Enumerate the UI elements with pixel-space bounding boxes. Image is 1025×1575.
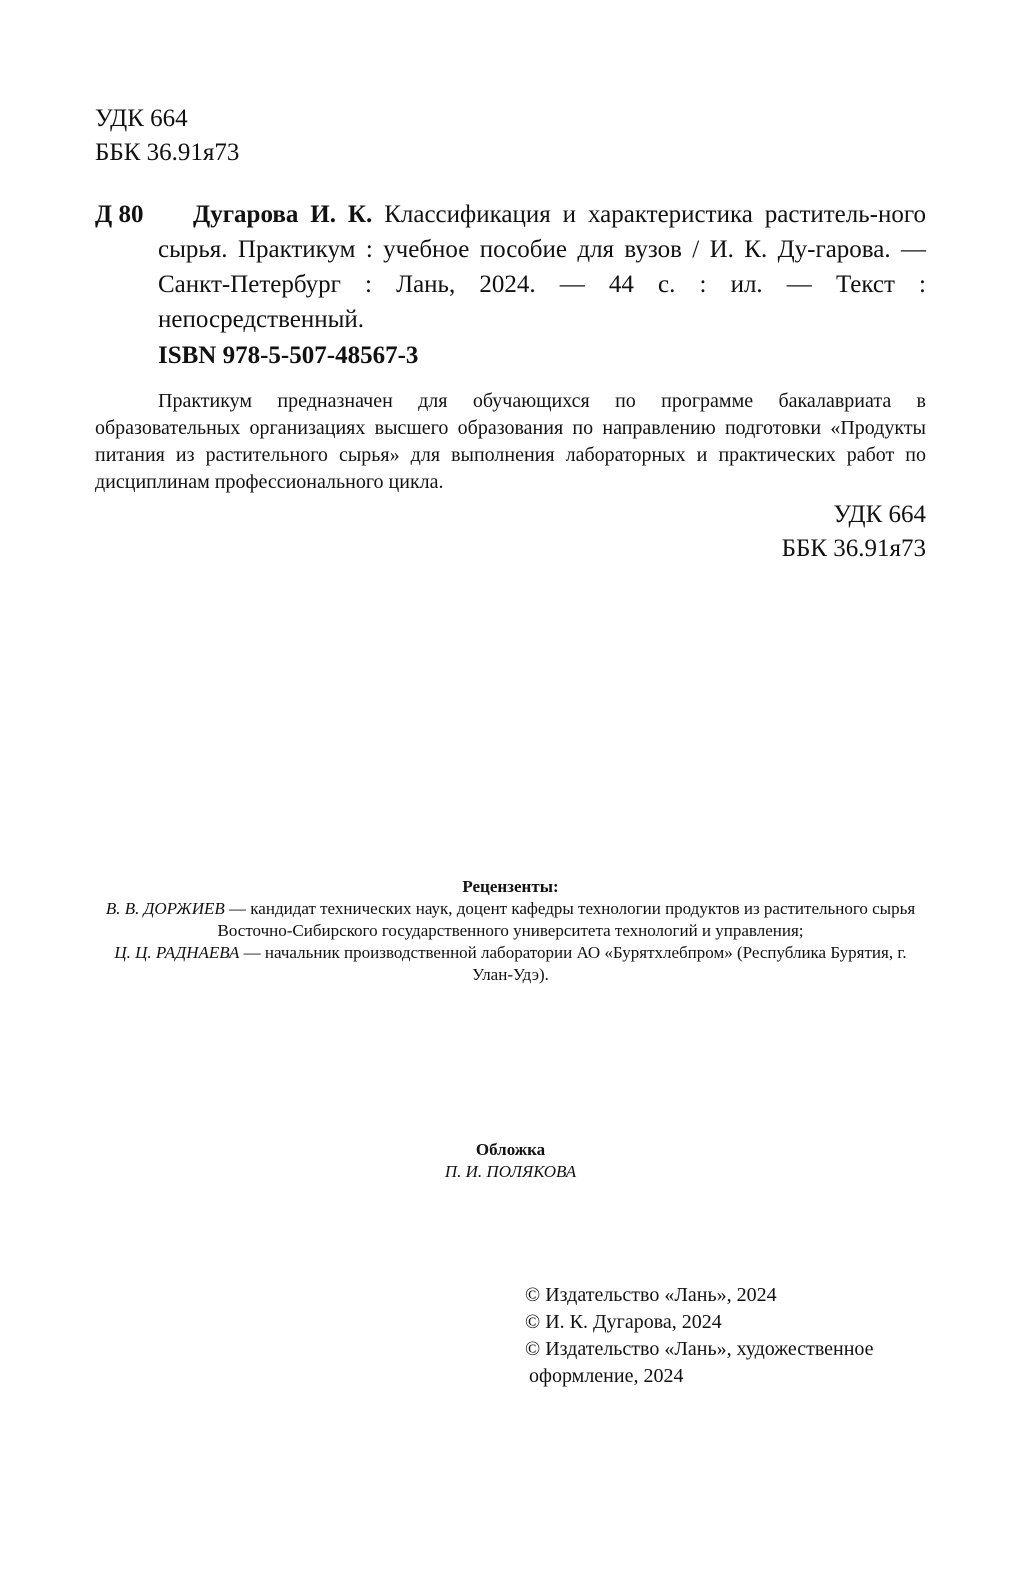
bibliographic-body — [158, 197, 926, 337]
udk-code: УДК 664 — [95, 105, 188, 132]
reviewers-block — [95, 876, 926, 986]
bottom-classification-codes — [782, 498, 926, 566]
reviewer-name: В. В. ДОРЖИЕВ — [105, 899, 225, 918]
bibliographic-details: Классификация и характеристика раститель-ного сырья. Практикум : учебное пособие для вузов / И. К. Ду-гарова. — Санкт-Петербург : Лань, 2024. — 44 с. : ил. — Текст : непосредственный. — [158, 201, 926, 333]
reviewer-details: — начальник производственной лаборатории АО «Бурятхлебпром» (Республика Бурятия, г. Улан-Удэ). — [239, 943, 907, 984]
copyright-line: © И. К. Дугарова, 2024 — [525, 1311, 722, 1333]
author-sign: Д 80 — [95, 201, 144, 228]
udk-code: УДК 664 — [833, 501, 926, 528]
reviewer-name: Ц. Ц. РАДНАЕВА — [114, 943, 240, 962]
reviewer-entry — [95, 898, 926, 942]
bbk-code: ББК 36.91я73 — [95, 139, 240, 166]
bbk-code: ББК 36.91я73 — [781, 535, 926, 562]
top-classification-codes — [95, 102, 239, 170]
bibliographic-description — [158, 197, 926, 337]
cover-designer-name: П. И. ПОЛЯКОВА — [444, 1162, 577, 1181]
copyright-line: оформление, 2024 — [529, 1365, 684, 1387]
author-name: Дугарова И. К. — [193, 201, 373, 228]
copyright-line: © Издательство «Лань», художественное — [525, 1338, 874, 1360]
abstract: Практикум предназначен для обучающихся по программе бакалавриата в образовательных организациях высшего образования по направлению подготовки «Продукты питания из растительного сырья» для выполнения лабораторных и практических работ по дисциплинам профессионального цикла. — [95, 390, 926, 493]
reviewers-heading: Рецензенты: — [462, 877, 559, 896]
cover-heading: Обложка — [475, 1140, 546, 1159]
copyright-line: © Издательство «Лань», 2024 — [525, 1284, 777, 1306]
reviewer-entry — [95, 942, 926, 986]
reviewer-details: — кандидат технических наук, доцент кафедры технологии продуктов из растительного сырья Восточно-Сибирского государственного университета технологий и управления; — [217, 899, 916, 940]
copyright-block — [525, 1282, 925, 1390]
isbn: ISBN 978-5-507-48567-3 — [158, 342, 419, 369]
cover-credit-block — [95, 1139, 926, 1183]
